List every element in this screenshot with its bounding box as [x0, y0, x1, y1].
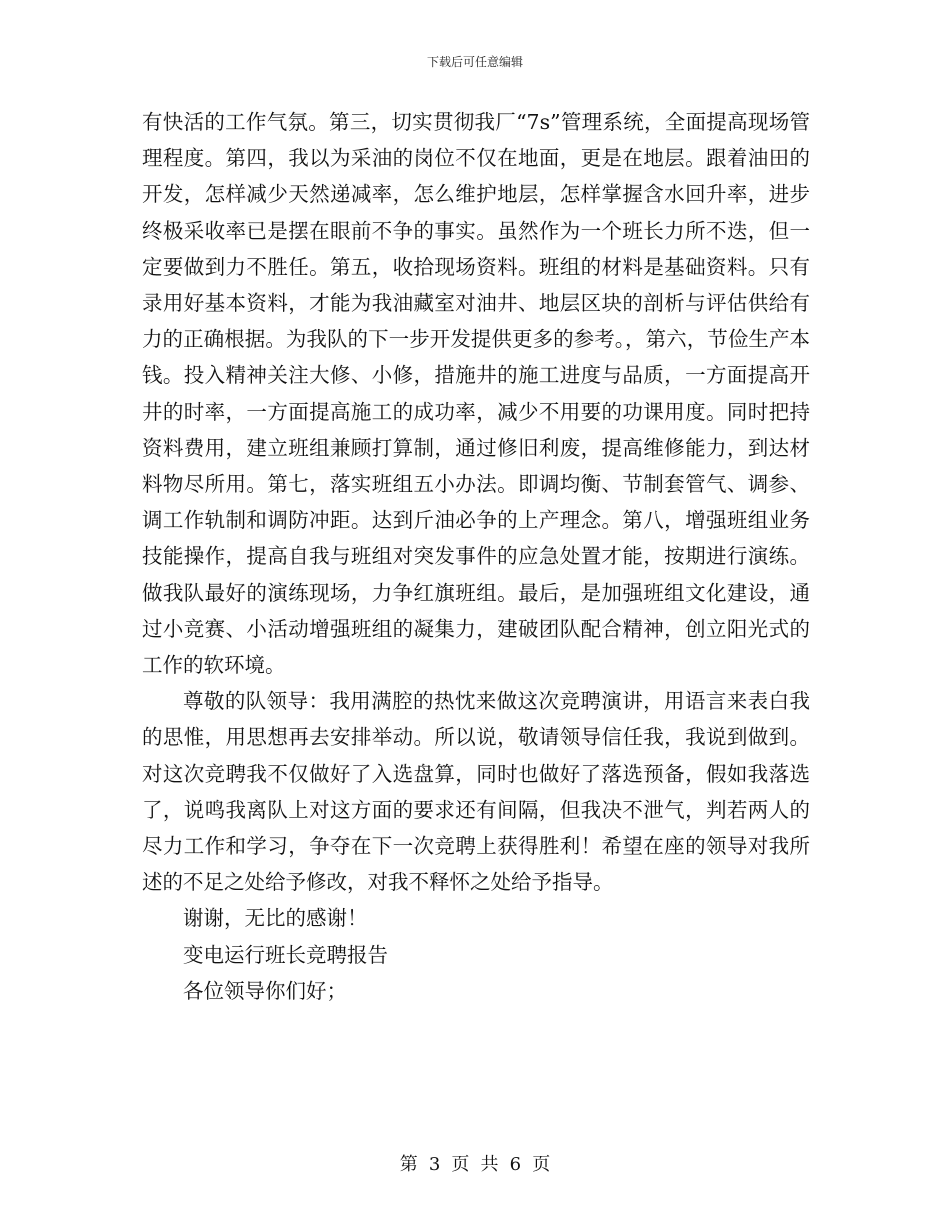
thanks-line: 谢谢，无比的感谢！ [183, 906, 368, 931]
paragraph-address: 尊敬的队领导：我用满腔的热忱来做这次竞聘演讲，用语言来表白我的思惟，用思想再去安排举动。所以说，敬请领导信任我，我说到做到。对这次竞聘我不仅做好了入选盘算，同时也做好了落选预备，假如我落选了，说鸣我离队上对这方面的要求还有间隔，但我决不泄气，判若两人的尽力工作和学习，争夺在下一次竞聘上获得胜利！希望在座的领导对我所述的不足之处给予修改，对我不释怀之处给予指导。 [142, 689, 810, 895]
greeting-line: 各位领导你们好； [183, 978, 347, 1003]
page-number-footer: 第 3 页 共 6 页 [399, 1154, 551, 1175]
document-body [142, 104, 810, 1009]
page-header-note: 下载后可任意编辑 [426, 55, 523, 69]
paragraph-continued: 有快活的工作气氛。第三，切实贯彻我厂“7s”管理系统，全面提高现场管理程度。第四，我以为采油的岗位不仅在地面，更是在地层。跟着油田的开发，怎样减少天然递减率，怎么维护地层，怎样掌握含水回升率，进步终极采收率已是摆在眼前不争的事实。虽然作为一个班长力所不迭，但一定要做到力不胜任。第五，收拾现场资料。班组的材料是基础资料。只有录用好基本资料，才能为我油藏室对油井、地层区块的剖析与评估供给有力的正确根据。为我队的下一步开发提供更多的参考。，第六，节俭生产本钱。投入精神关注大修、小修，措施井的施工进度与品质，一方面提高开井的时率，一方面提高施工的成功率，减少不用要的功课用度。同时把持资料费用，建立班组兼顾打算制，通过修旧利废，提高维修能力，到达材料物尽所用。第七，落实班组五小办法。即调均衡、节制套管气、调参、调工作轨制和调防冲距。达到斤油必争的上产理念。第八，增强班组业务技能操作，提高自我与班组对突发事件的应急处置才能，按期进行演练。做我队最好的演练现场，力争红旗班组。最后，是加强班组文化建设，通过小竞赛、小活动增强班组的凝集力，建破团队配合精神，创立阳光式的工作的软环境。 [142, 110, 810, 678]
report-title-line: 变电运行班长竞聘报告 [183, 942, 388, 967]
